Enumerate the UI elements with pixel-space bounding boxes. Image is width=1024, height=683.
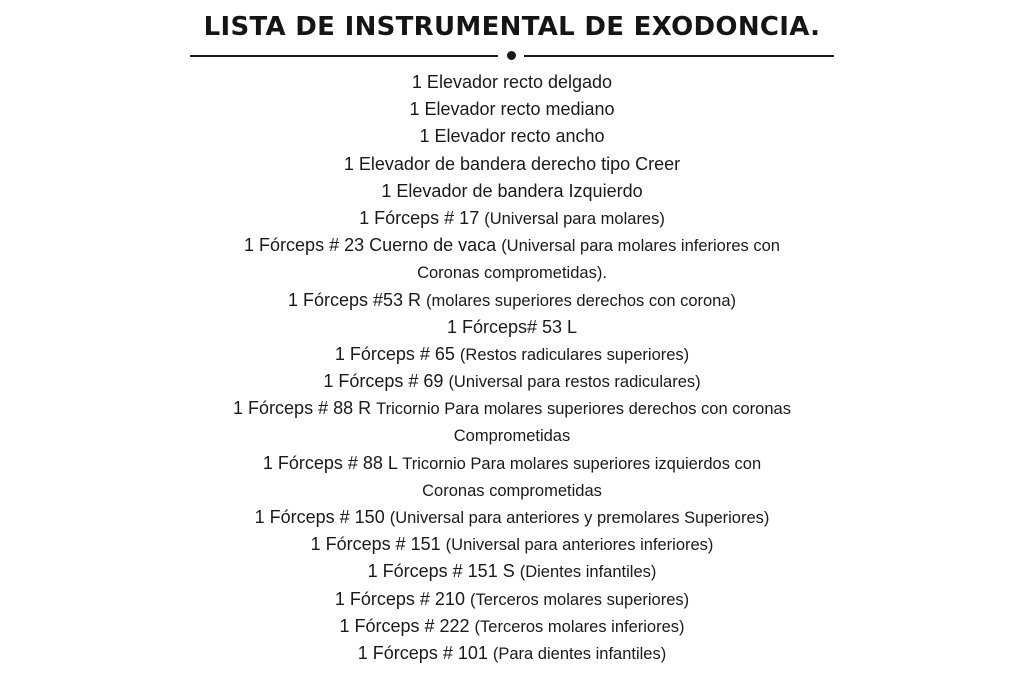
list-item (0, 504, 1024, 531)
item-main-text: 1 Fórceps # 101 (357, 642, 493, 663)
item-main-text: 1 Fórceps # 65 (334, 343, 460, 364)
item-main-text: 1 Fórceps # 17 (359, 207, 485, 228)
divider-line-right (524, 55, 834, 57)
item-main-text: 1 Elevador recto mediano (409, 99, 615, 120)
list-item (0, 368, 1024, 395)
item-main-text: 1 Fórceps # 151 S (367, 561, 520, 582)
list-item-continuation (0, 259, 1024, 286)
list-item (0, 314, 1024, 341)
item-description: Tricornio Para molares superiores izquierdos con (402, 454, 762, 473)
list-item-continuation (0, 422, 1024, 449)
list-item (0, 395, 1024, 422)
item-description: (Terceros molares inferiores) (474, 617, 685, 636)
item-description: (Universal para molares) (484, 209, 665, 228)
divider-dot-icon (507, 51, 516, 60)
instrument-list (0, 69, 1024, 667)
item-description: (Para dientes infantiles) (492, 644, 667, 663)
list-item (0, 232, 1024, 259)
page-title: LISTA DE INSTRUMENTAL DE EXODONCIA. (203, 12, 821, 42)
divider-line-left (190, 55, 498, 57)
list-item-continuation (0, 477, 1024, 504)
item-main-text: 1 Fórceps # 23 Cuerno de vaca (244, 235, 502, 256)
item-description: (Universal para molares inferiores con (501, 237, 780, 256)
list-item (0, 558, 1024, 585)
item-description: (Terceros molares superiores) (469, 590, 690, 609)
item-description: (Universal para anteriores y premolares Superiores) (389, 509, 770, 527)
item-description: (Universal para restos radiculares) (448, 373, 701, 392)
item-description: Comprometidas (453, 427, 571, 446)
item-description: (Dientes infantiles) (519, 563, 657, 582)
list-item (0, 341, 1024, 368)
list-item (0, 123, 1024, 150)
list-item (0, 640, 1024, 667)
item-main-text: 1 Elevador de bandera Izquierdo (381, 180, 643, 201)
item-main-text: 1 Fórceps # 150 (254, 507, 390, 527)
list-item (0, 205, 1024, 232)
item-main-text: 1 Fórceps # 88 L (262, 452, 403, 473)
list-item (0, 287, 1024, 314)
list-item (0, 69, 1024, 96)
item-main-text: 1 Elevador recto ancho (419, 126, 605, 147)
item-main-text: 1 Fórceps # 88 R (233, 398, 377, 419)
list-item (0, 531, 1024, 558)
item-description: Coronas comprometidas). (417, 264, 607, 283)
list-item (0, 151, 1024, 178)
item-description: Tricornio Para molares superiores derechos con coronas (376, 400, 791, 419)
item-main-text: 1 Fórceps # 69 (323, 371, 449, 392)
item-description: (Universal para anteriores inferiores) (445, 536, 714, 555)
item-main-text: 1 Elevador de bandera derecho tipo Creer (343, 153, 681, 174)
item-main-text: 1 Fórceps # 151 (310, 534, 446, 555)
item-main-text: 1 Fórceps # 210 (334, 588, 470, 609)
item-description: (Restos radiculares superiores) (459, 345, 690, 364)
item-main-text: 1 Elevador recto delgado (411, 72, 613, 92)
list-item (0, 178, 1024, 205)
list-item (0, 96, 1024, 123)
item-description: (molares superiores derechos con corona) (426, 291, 737, 310)
title-divider (190, 49, 834, 63)
item-main-text: 1 Fórceps #53 R (287, 289, 427, 310)
list-item (0, 450, 1024, 477)
list-item (0, 613, 1024, 640)
item-main-text: 1 Fórceps # 222 (339, 615, 475, 636)
item-description: Coronas comprometidas (422, 481, 602, 500)
item-main-text: 1 Fórceps# 53 L (446, 316, 578, 337)
list-item (0, 586, 1024, 613)
